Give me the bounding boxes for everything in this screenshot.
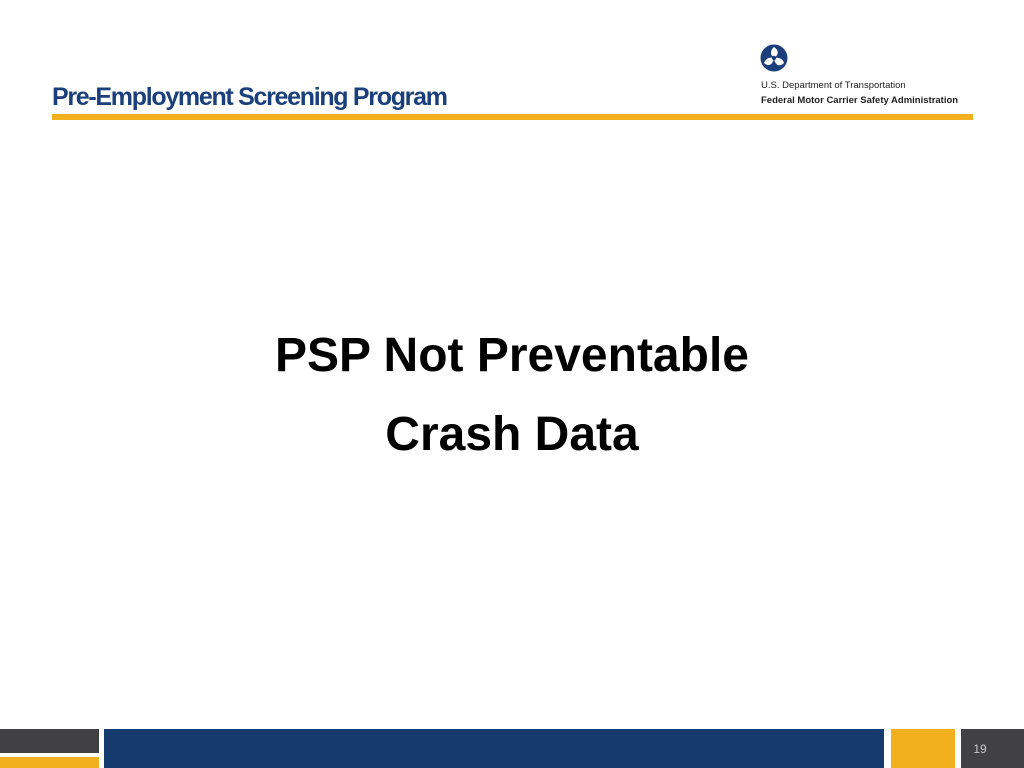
footer-blue-bar bbox=[104, 729, 884, 768]
footer-gray-block-left bbox=[0, 729, 99, 753]
footer-gold-block-right bbox=[891, 729, 955, 768]
footer-gold-strip-left bbox=[0, 757, 99, 768]
header-title: Pre-Employment Screening Program bbox=[52, 83, 447, 111]
logo-department-text: U.S. Department of Transportation bbox=[761, 80, 906, 91]
slide-title-line-2: Crash Data bbox=[385, 408, 639, 461]
slide-title-line-1: PSP Not Preventable bbox=[275, 329, 749, 382]
page-number: 19 bbox=[973, 742, 987, 756]
logo-agency-text: Federal Motor Carrier Safety Administration bbox=[761, 95, 959, 106]
slide-main-title bbox=[0, 316, 1024, 474]
dot-triskelion-logo-icon bbox=[760, 44, 788, 72]
header-divider bbox=[52, 114, 973, 120]
